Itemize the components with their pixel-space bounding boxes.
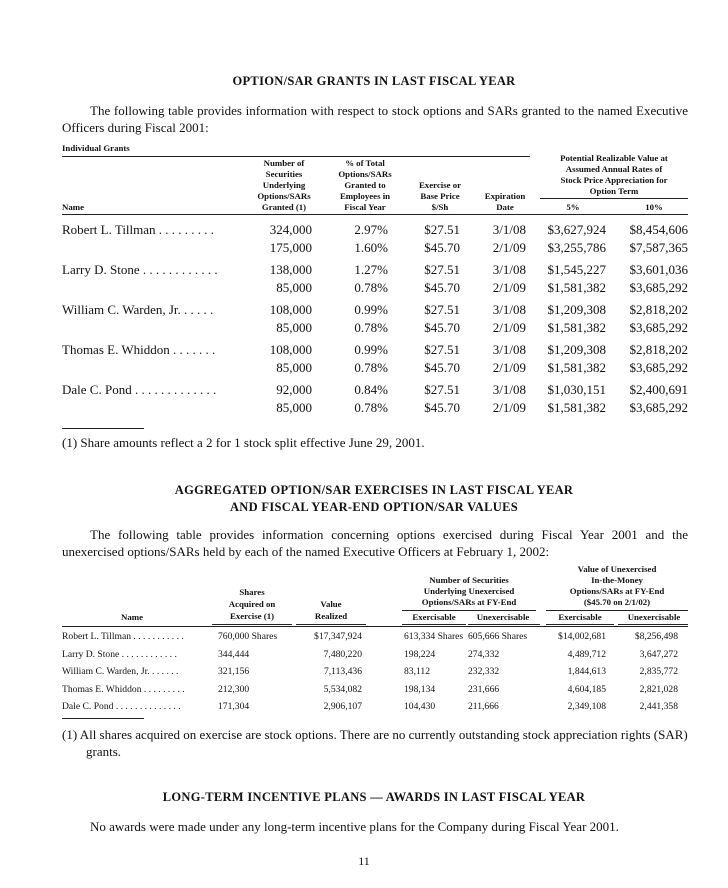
grant-row-cell: 175,000 bbox=[269, 240, 312, 255]
individual-grants-label: Individual Grants bbox=[62, 143, 130, 153]
exercise-row-cell: 274,332 bbox=[468, 648, 500, 660]
header-securities: Underlying bbox=[262, 180, 306, 190]
section3-title: LONG-TERM INCENTIVE PLANS — AWARDS IN LAST FISCAL YEAR bbox=[162, 790, 586, 804]
grant-row-cell: $1,545,227 bbox=[547, 262, 606, 277]
header-name-2: Name bbox=[121, 612, 143, 622]
exercise-row-cell: 2,441,358 bbox=[639, 701, 678, 712]
grant-row-cell: $45.70 bbox=[424, 360, 460, 375]
exercise-row-cell: 4,604,185 bbox=[567, 683, 606, 695]
exercise-row-cell: 4,489,712 bbox=[567, 648, 606, 660]
exercise-row-cell: 760,000 Shares bbox=[218, 631, 278, 642]
header-5pct: 5% bbox=[566, 202, 580, 212]
exercise-row-cell: 321,156 bbox=[218, 666, 250, 677]
grant-row-cell: 85,000 bbox=[276, 400, 312, 415]
exercise-row-name: William C. Warden, Jr. . . . . . . bbox=[62, 666, 179, 677]
exercise-row-cell: 2,835,772 bbox=[639, 666, 678, 677]
header-name: Name bbox=[62, 202, 84, 212]
exercise-row-cell: 212,300 bbox=[218, 683, 250, 695]
grant-row-cell: 324,000 bbox=[269, 222, 312, 237]
grant-row-cell: $1,209,308 bbox=[547, 302, 606, 317]
header-shares-acquired: Exercise (1) bbox=[229, 611, 275, 621]
section2-intro: The following table provides information concerning options exercised during Fiscal Year 2001 and the unexercised options/SARs held by each of the named Executive Officers at February 1, 2002: bbox=[62, 527, 688, 559]
grant-row-cell: 2/1/09 bbox=[492, 400, 526, 415]
grant-row-name: Thomas E. Whiddon . . . . . . . bbox=[62, 342, 216, 357]
grant-row-cell: $3,685,292 bbox=[629, 320, 688, 335]
header-pct-total: % of Total bbox=[345, 158, 385, 168]
grant-row-cell: 108,000 bbox=[269, 302, 312, 317]
section1-title: OPTION/SAR GRANTS IN LAST FISCAL YEAR bbox=[232, 74, 516, 88]
grant-row-cell: $3,685,292 bbox=[629, 400, 688, 415]
exercise-row-cell: $17,347,924 bbox=[314, 631, 362, 642]
header-potential-value: Option Term bbox=[589, 186, 639, 196]
header-unexercisable: Unexercisable bbox=[476, 612, 530, 622]
section3-text: No awards were made under any long-term incentive plans for the Company during Fiscal Year 2001. bbox=[90, 819, 619, 834]
header-number-securities: Options/SARs at FY-End bbox=[421, 597, 517, 607]
grant-row-cell: $1,581,382 bbox=[547, 280, 606, 295]
grant-row-cell: $1,581,382 bbox=[547, 320, 606, 335]
header-expiration: Date bbox=[496, 202, 514, 212]
exercise-row-cell: 171,304 bbox=[218, 701, 250, 712]
grant-row-cell: 2/1/09 bbox=[492, 320, 526, 335]
grant-row-cell: 3/1/08 bbox=[492, 222, 526, 237]
grant-row-cell: 85,000 bbox=[276, 320, 312, 335]
exercise-row-cell: 211,666 bbox=[468, 701, 499, 712]
grant-row-name: Robert L. Tillman . . . . . . . . . bbox=[62, 222, 215, 237]
grant-row-cell: 2.97% bbox=[354, 222, 388, 237]
page-number: 11 bbox=[358, 854, 370, 868]
header-securities: Granted (1) bbox=[261, 202, 307, 212]
grant-row-cell: 0.78% bbox=[354, 280, 388, 295]
section1-intro: The following table provides information with respect to stock options and SARs granted to the named Executive Officers during Fiscal 2001: bbox=[62, 103, 688, 135]
section2-title-line1: AGGREGATED OPTION/SAR EXERCISES IN LAST FISCAL YEAR bbox=[174, 483, 574, 497]
grant-row-cell: $3,255,786 bbox=[547, 240, 606, 255]
exercise-row-cell: 231,666 bbox=[468, 683, 500, 695]
exercise-row-cell: 7,113,436 bbox=[323, 666, 362, 677]
grant-row-cell: $7,587,365 bbox=[629, 240, 688, 255]
section2-footnote: (1) All shares acquired on exercise are stock options. There are no currently outstanding stock appreciation rights (SAR) grants. bbox=[62, 727, 688, 759]
header-value-unexercised: Value of Unexercised bbox=[577, 564, 657, 574]
header-10pct: 10% bbox=[645, 202, 663, 212]
grant-row-cell: $27.51 bbox=[424, 382, 460, 397]
grant-row-cell: 2/1/09 bbox=[492, 280, 526, 295]
grant-row-cell: $45.70 bbox=[424, 320, 460, 335]
grant-row-cell: $3,685,292 bbox=[629, 360, 688, 375]
exercise-row-cell: 1,844,613 bbox=[567, 666, 606, 677]
grant-row-cell: 0.78% bbox=[354, 400, 388, 415]
grant-row-cell: 2/1/09 bbox=[492, 240, 526, 255]
exercise-row-cell: 2,349,108 bbox=[567, 701, 606, 712]
header-number-securities: Underlying Unexercised bbox=[423, 586, 515, 596]
grant-row-cell: $45.70 bbox=[424, 280, 460, 295]
header-potential-value: Potential Realizable Value at bbox=[560, 153, 668, 163]
grant-row-cell: 2/1/09 bbox=[492, 360, 526, 375]
header-potential-value: Stock Price Appreciation for bbox=[560, 175, 668, 185]
grant-row-cell: $3,601,036 bbox=[629, 262, 688, 277]
header-shares-acquired: Shares bbox=[239, 587, 265, 597]
grant-row-cell: $27.51 bbox=[424, 302, 460, 317]
header-exercisable-value: Exercisable bbox=[558, 612, 602, 622]
grant-row-cell: $2,818,202 bbox=[629, 342, 688, 357]
header-value-unexercised: Options/SARs at FY-End bbox=[569, 586, 665, 596]
grant-row-cell: $3,685,292 bbox=[629, 280, 688, 295]
header-securities: Options/SARs bbox=[257, 191, 311, 201]
exercise-row-cell: 104,430 bbox=[404, 701, 436, 712]
grant-row-cell: 3/1/08 bbox=[492, 342, 526, 357]
grant-row-cell: $1,581,382 bbox=[547, 400, 606, 415]
header-exercise-price: Base Price bbox=[420, 191, 460, 201]
grant-row-cell: 92,000 bbox=[276, 382, 312, 397]
grant-row-name: William C. Warden, Jr. . . . . . bbox=[62, 302, 214, 317]
exercise-row-cell: 344,444 bbox=[218, 648, 250, 660]
header-value-unexercised: ($45.70 on 2/1/02) bbox=[583, 597, 651, 607]
exercise-row-cell: 605,666 Shares bbox=[468, 631, 528, 642]
grant-row-cell: 85,000 bbox=[276, 360, 312, 375]
header-exercisable: Exercisable bbox=[412, 612, 456, 622]
grant-row-cell: $1,209,308 bbox=[547, 342, 606, 357]
grant-row-name: Larry D. Stone . . . . . . . . . . . . bbox=[62, 262, 218, 277]
grant-row-cell: 1.27% bbox=[354, 262, 388, 277]
header-pct-total: Granted to bbox=[344, 180, 386, 190]
grant-row-cell: $2,400,691 bbox=[629, 382, 688, 397]
exercise-row-cell: 613,334 Shares bbox=[404, 631, 464, 642]
grant-row-cell: 138,000 bbox=[269, 262, 312, 277]
section1-footnote: (1) Share amounts reflect a 2 for 1 stock split effective June 29, 2001. bbox=[62, 435, 425, 450]
exercise-row-cell: 198,134 bbox=[404, 683, 436, 695]
grant-row-name: Dale C. Pond . . . . . . . . . . . . . bbox=[62, 382, 217, 397]
grant-row-cell: $1,581,382 bbox=[547, 360, 606, 375]
exercise-row-cell: 232,332 bbox=[468, 666, 500, 677]
section2-title-line2: AND FISCAL YEAR-END OPTION/SAR VALUES bbox=[229, 500, 518, 514]
exercise-row-cell: 7,480,220 bbox=[323, 648, 362, 660]
grant-row-cell: $3,627,924 bbox=[547, 222, 606, 237]
header-shares-acquired: Acquired on bbox=[228, 599, 276, 609]
header-securities: Securities bbox=[265, 169, 303, 179]
exercise-row-cell: 2,906,107 bbox=[323, 701, 362, 712]
exercise-row-name: Larry D. Stone . . . . . . . . . . . . bbox=[62, 648, 177, 660]
header-number-securities: Number of Securities bbox=[429, 575, 509, 585]
exercise-row-name: Robert L. Tillman . . . . . . . . . . . bbox=[62, 631, 184, 642]
exercise-row-cell: $8,256,498 bbox=[634, 631, 678, 642]
grant-row-cell: $27.51 bbox=[424, 342, 460, 357]
grant-row-cell: 0.84% bbox=[354, 382, 388, 397]
header-securities: Number of bbox=[263, 158, 305, 168]
header-expiration: Expiration bbox=[484, 191, 526, 201]
exercise-row-cell: $14,002,681 bbox=[558, 631, 606, 642]
exercise-row-cell: 198,224 bbox=[404, 648, 436, 660]
grant-row-cell: 0.99% bbox=[354, 302, 388, 317]
grant-row-cell: 0.78% bbox=[354, 360, 388, 375]
exercise-row-cell: 3,647,272 bbox=[639, 648, 678, 660]
grant-row-cell: $45.70 bbox=[424, 240, 460, 255]
grant-row-cell: 108,000 bbox=[269, 342, 312, 357]
exercise-row-cell: 5,534,082 bbox=[323, 683, 362, 695]
exercise-row-cell: 83,112 bbox=[404, 666, 431, 677]
grant-row-cell: 3/1/08 bbox=[492, 302, 526, 317]
grant-row-cell: $27.51 bbox=[424, 262, 460, 277]
header-unexercisable-value: Unexercisable bbox=[627, 612, 681, 622]
header-potential-value: Assumed Annual Rates of bbox=[565, 164, 663, 174]
grant-row-cell: 0.99% bbox=[354, 342, 388, 357]
exercise-row-name: Thomas E. Whiddon . . . . . . . . . bbox=[62, 683, 185, 695]
grant-row-cell: 3/1/08 bbox=[492, 262, 526, 277]
grant-row-cell: $27.51 bbox=[424, 222, 460, 237]
header-pct-total: Employees in bbox=[339, 191, 391, 201]
header-value-realized: Realized bbox=[314, 611, 348, 621]
grant-row-cell: $2,818,202 bbox=[629, 302, 688, 317]
grant-row-cell: $1,030,151 bbox=[547, 382, 606, 397]
header-pct-total: Fiscal Year bbox=[344, 202, 386, 212]
grant-row-cell: 0.78% bbox=[354, 320, 388, 335]
header-value-realized: Value bbox=[320, 599, 342, 609]
header-exercise-price: $/Sh bbox=[431, 202, 449, 212]
exercise-row-name: Dale C. Pond . . . . . . . . . . . . . . bbox=[62, 701, 181, 712]
grant-row-cell: 1.60% bbox=[354, 240, 388, 255]
grant-row-cell: 85,000 bbox=[276, 280, 312, 295]
grant-row-cell: 3/1/08 bbox=[492, 382, 526, 397]
exercise-row-cell: 2,821,028 bbox=[639, 683, 678, 695]
grant-row-cell: $45.70 bbox=[424, 400, 460, 415]
header-exercise-price: Exercise or bbox=[418, 180, 462, 190]
grant-row-cell: $8,454,606 bbox=[629, 222, 688, 237]
header-value-unexercised: In-the-Money bbox=[591, 575, 643, 585]
header-pct-total: Options/SARs bbox=[338, 169, 392, 179]
